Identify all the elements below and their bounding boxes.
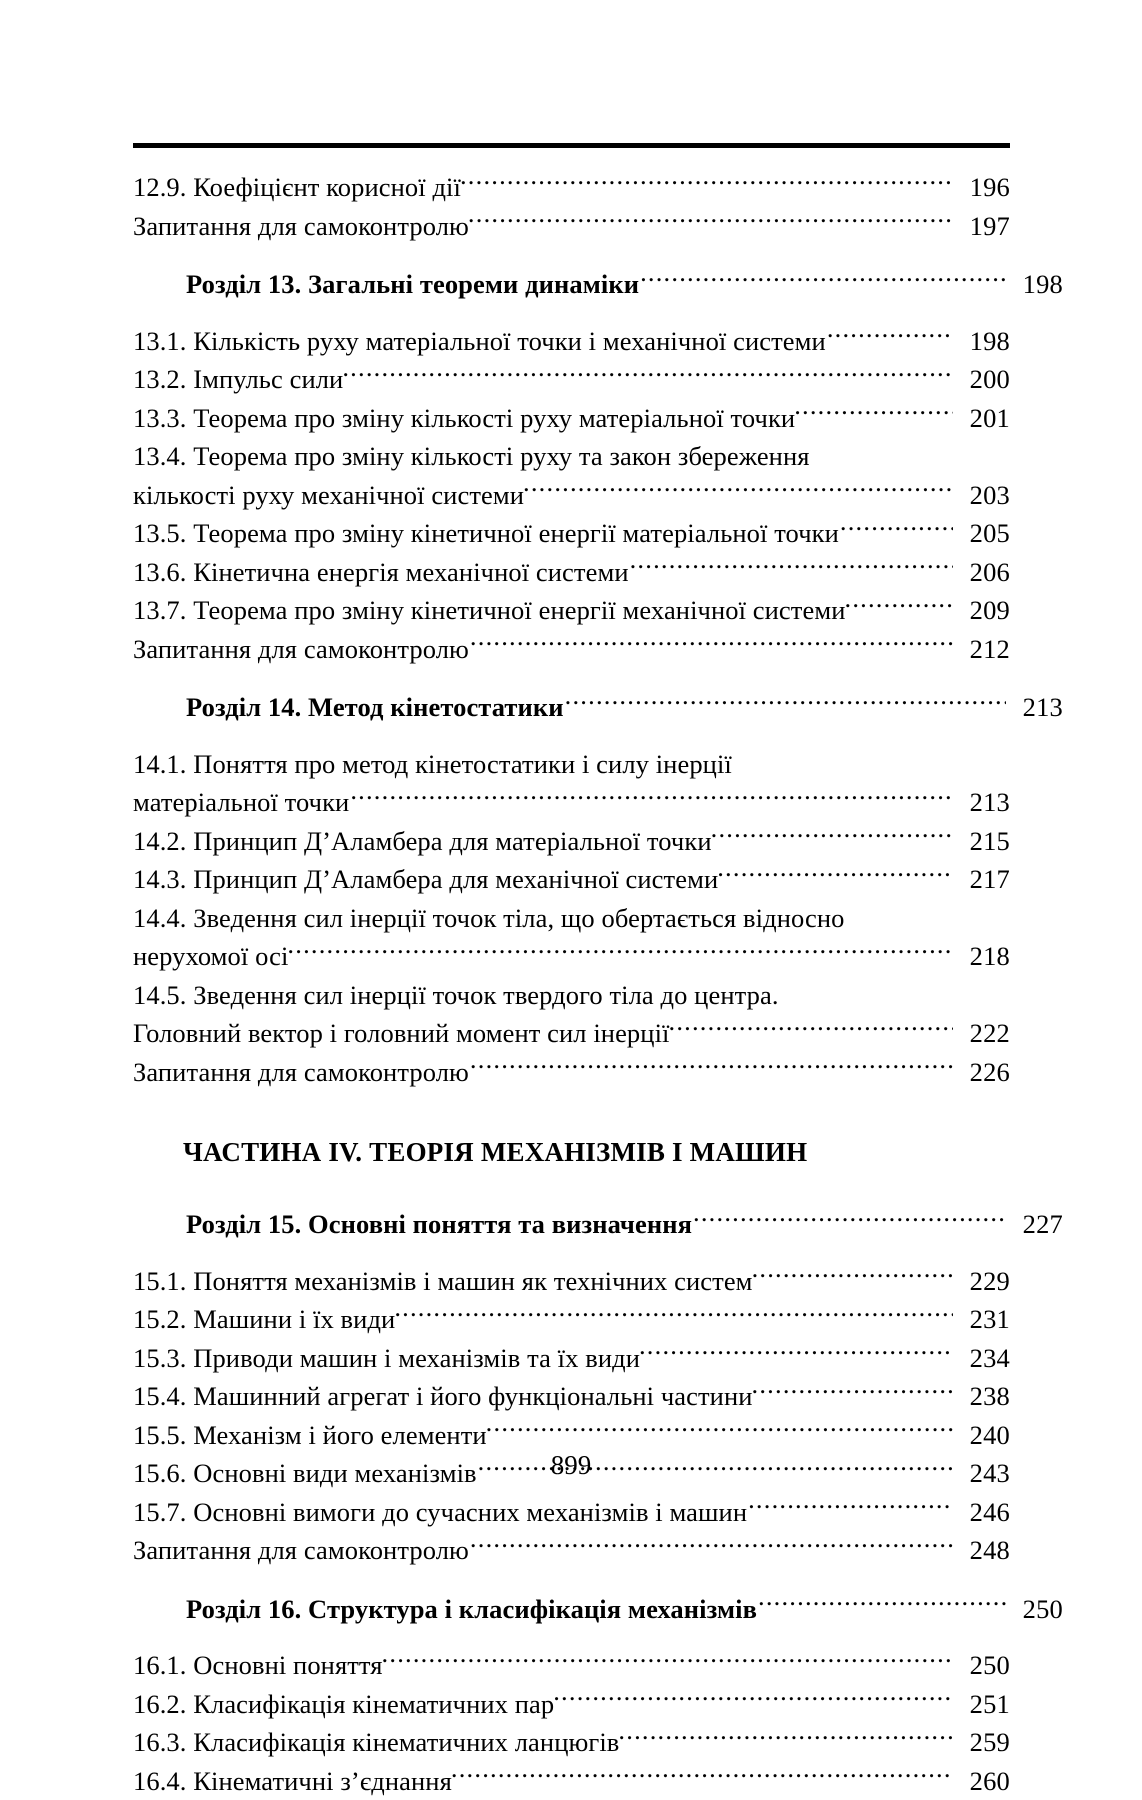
dot-leader: [758, 1591, 1006, 1618]
toc-entry-title: 15.6. Основні види механізмів: [133, 1454, 477, 1493]
toc-page-number: 234: [954, 1339, 1010, 1378]
toc-chapter-row[interactable]: [133, 1205, 1063, 1244]
toc-entry-title: 12.9. Коефіцієнт корисної дії: [133, 168, 461, 207]
part-heading: ЧАСТИНА IV. ТЕОРІЯ МЕХАНІЗМІВ І МАШИН: [133, 1135, 1010, 1169]
dot-leader: [669, 1016, 954, 1043]
dot-leader: [794, 400, 953, 427]
toc-entry-row[interactable]: [133, 514, 1010, 553]
dot-leader: [394, 1302, 953, 1329]
toc-entry-title: 14.2. Принцип Д’Аламбера для матеріальної точки: [133, 822, 712, 861]
dot-leader: [748, 1494, 953, 1521]
toc-entry-row[interactable]: [133, 1377, 1010, 1416]
toc-page-number: 238: [954, 1377, 1010, 1416]
toc-entry-row[interactable]: [133, 1053, 1010, 1092]
toc-entry-title: 15.4. Машинний агрегат і його функціональні частини: [133, 1377, 753, 1416]
toc-entry-continuation[interactable]: [133, 745, 1010, 784]
toc-page-number: 240: [954, 1416, 1010, 1455]
toc-entry-title: 16.1. Основні поняття: [133, 1646, 383, 1685]
toc-entry-row[interactable]: [133, 1300, 1010, 1339]
toc-page-number: 251: [954, 1685, 1010, 1724]
toc-page-number: 213: [1007, 688, 1063, 727]
toc-entry-title: кількості руху механічної системи: [133, 476, 524, 515]
toc-page-number: 260: [954, 1762, 1010, 1800]
toc-entry-title: 13.2. Імпульс сили: [133, 360, 343, 399]
toc-entry-row[interactable]: [133, 591, 1010, 630]
toc-page-number: 259: [954, 1723, 1010, 1762]
toc-entry-title: 16.4. Кінематичні з’єднання: [133, 1762, 452, 1800]
toc-page-number: 205: [954, 514, 1010, 553]
toc-page-number: 217: [954, 860, 1010, 899]
toc-entry-row[interactable]: [133, 168, 1010, 207]
toc-chapter-row[interactable]: [133, 265, 1063, 304]
toc-entry-row[interactable]: [133, 1723, 1010, 1762]
toc-page-number: 203: [954, 476, 1010, 515]
toc-entry-row[interactable]: [133, 1762, 1010, 1800]
toc-page-number: 246: [954, 1493, 1010, 1532]
toc-page-number: 198: [1007, 265, 1063, 304]
toc-entry-title: Розділ 16. Структура і класифікація механізмів: [186, 1590, 757, 1629]
toc-entry-title: 13.5. Теорема про зміну кінетичної енергії матеріальної точки: [133, 514, 839, 553]
toc-entry-row[interactable]: [133, 1262, 1010, 1301]
toc-page-number: 243: [954, 1454, 1010, 1493]
toc-entry-title: 15.5. Механізм і його елементи: [133, 1416, 487, 1455]
dot-leader: [470, 1533, 953, 1560]
toc-entry-row[interactable]: [133, 399, 1010, 438]
toc-page-number: 212: [954, 630, 1010, 669]
dot-leader: [350, 785, 953, 812]
toc-entry-title: Розділ 14. Метод кінетостатики: [186, 688, 564, 727]
toc-page-number: 222: [954, 1014, 1010, 1053]
toc-entry-continuation[interactable]: [133, 899, 1010, 938]
toc-entry-title: 15.3. Приводи машин і механізмів та їх види: [133, 1339, 640, 1378]
toc-entry-title: 14.1. Поняття про метод кінетостатики і силу інерції: [133, 745, 732, 784]
toc-chapter-row[interactable]: [133, 1590, 1063, 1629]
dot-leader: [287, 939, 953, 966]
toc-page-number: 198: [954, 322, 1010, 361]
toc-entry-row[interactable]: [133, 1685, 1010, 1724]
toc-page-number: 229: [954, 1262, 1010, 1301]
toc-page-number: 250: [1007, 1590, 1063, 1629]
toc-entry-title: 16.2. Класифікація кінематичних пар: [133, 1685, 554, 1724]
dot-leader: [382, 1648, 953, 1675]
toc-entry-title: 14.3. Принцип Д’Аламбера для механічної системи: [133, 860, 718, 899]
dot-leader: [618, 1725, 953, 1752]
toc-entry-title: 15.7. Основні вимоги до сучасних механізмів і машин: [133, 1493, 747, 1532]
toc-entry-title: 13.7. Теорема про зміну кінетичної енергії механічної системи: [133, 591, 846, 630]
toc-entry-row[interactable]: [133, 360, 1010, 399]
toc-entry-title: 13.4. Теорема про зміну кількості руху та закон збереження: [133, 437, 810, 476]
toc-entry-title: 13.6. Кінетична енергія механічної системи: [133, 553, 629, 592]
toc-entry-title: 15.1. Поняття механізмів і машин як технічних систем: [133, 1262, 753, 1301]
toc-page-number: 196: [954, 168, 1010, 207]
toc-page-number: 213: [954, 783, 1010, 822]
toc-chapter-row[interactable]: [133, 688, 1063, 727]
toc-entry-row[interactable]: [133, 1646, 1010, 1685]
toc-entry-title: 14.5. Зведення сил інерції точок твердого тіла до центра.: [133, 976, 779, 1015]
toc-page-number: 226: [954, 1053, 1010, 1092]
dot-leader: [470, 1054, 953, 1081]
toc-page-number: 231: [954, 1300, 1010, 1339]
dot-leader: [468, 208, 953, 235]
toc-entry-row[interactable]: [133, 1339, 1010, 1378]
dot-leader: [470, 631, 953, 658]
toc-page-number: 206: [954, 553, 1010, 592]
toc-entry-title: нерухомої осі: [133, 937, 288, 976]
toc-entry-title: 15.2. Машини і їх види: [133, 1300, 395, 1339]
toc-entry-title: Розділ 13. Загальні теореми динаміки: [186, 265, 639, 304]
toc-entry-row[interactable]: [133, 207, 1010, 246]
dot-leader: [640, 267, 1006, 294]
toc-entry-row[interactable]: [133, 476, 1010, 515]
dot-leader: [639, 1340, 953, 1367]
toc-entry-row[interactable]: [133, 783, 1010, 822]
toc-page-number: 201: [954, 399, 1010, 438]
toc-page-number: 209: [954, 591, 1010, 630]
toc-entry-row[interactable]: [133, 937, 1010, 976]
dot-leader: [553, 1686, 953, 1713]
dot-leader: [845, 593, 954, 620]
toc-entry-row[interactable]: [133, 630, 1010, 669]
dot-leader: [717, 862, 953, 889]
toc-page-number: 227: [1007, 1205, 1063, 1244]
toc-page-number: 200: [954, 360, 1010, 399]
dot-leader: [460, 170, 953, 197]
toc-entry-row[interactable]: [133, 553, 1010, 592]
toc-entry-title: Запитання для самоконтролю: [133, 1531, 469, 1570]
toc-entry-row[interactable]: [133, 860, 1010, 899]
toc-entry-title: матеріальної точки: [133, 783, 349, 822]
dot-leader: [451, 1763, 953, 1790]
toc-entry-title: 16.3. Класифікація кінематичних ланцюгів: [133, 1723, 619, 1762]
dot-leader: [630, 554, 953, 581]
toc-page-number: 250: [954, 1646, 1010, 1685]
dot-leader: [827, 323, 953, 350]
dot-leader: [693, 1207, 1006, 1234]
toc-entry-title: Запитання для самоконтролю: [133, 630, 469, 669]
dot-leader: [840, 516, 953, 543]
toc-entry-row[interactable]: [133, 1531, 1010, 1570]
toc-entry-continuation[interactable]: [133, 976, 1010, 1015]
dot-leader: [486, 1417, 953, 1444]
toc-entry-row[interactable]: [133, 1493, 1010, 1532]
toc-page-number: 248: [954, 1531, 1010, 1570]
toc-entry-row[interactable]: [133, 822, 1010, 861]
toc-page-number: 197: [954, 207, 1010, 246]
toc-entry-title: Головний вектор і головний момент сил інерції: [133, 1014, 670, 1053]
page-folio: 899: [0, 1449, 1142, 1481]
toc-entry-title: Розділ 15. Основні поняття та визначення: [186, 1205, 692, 1244]
dot-leader: [752, 1379, 953, 1406]
toc-entry-continuation[interactable]: [133, 437, 1010, 476]
table-of-contents: [133, 168, 1010, 1800]
toc-entry-row[interactable]: [133, 1014, 1010, 1053]
toc-entry-title: 13.1. Кількість руху матеріальної точки і механічної системи: [133, 322, 826, 361]
dot-leader: [523, 477, 953, 504]
toc-page-number: 218: [954, 937, 1010, 976]
toc-entry-title: 14.4. Зведення сил інерції точок тіла, що обертається відносно: [133, 899, 844, 938]
header-rule: [133, 143, 1010, 148]
toc-entry-row[interactable]: [133, 322, 1010, 361]
toc-entry-title: 13.3. Теорема про зміну кількості руху матеріальної точки: [133, 399, 795, 438]
dot-leader: [752, 1263, 953, 1290]
dot-leader: [711, 823, 953, 850]
dot-leader: [565, 690, 1006, 717]
dot-leader: [342, 362, 953, 389]
toc-page-number: 215: [954, 822, 1010, 861]
toc-entry-title: Запитання для самоконтролю: [133, 207, 469, 246]
toc-entry-title: Запитання для самоконтролю: [133, 1053, 469, 1092]
